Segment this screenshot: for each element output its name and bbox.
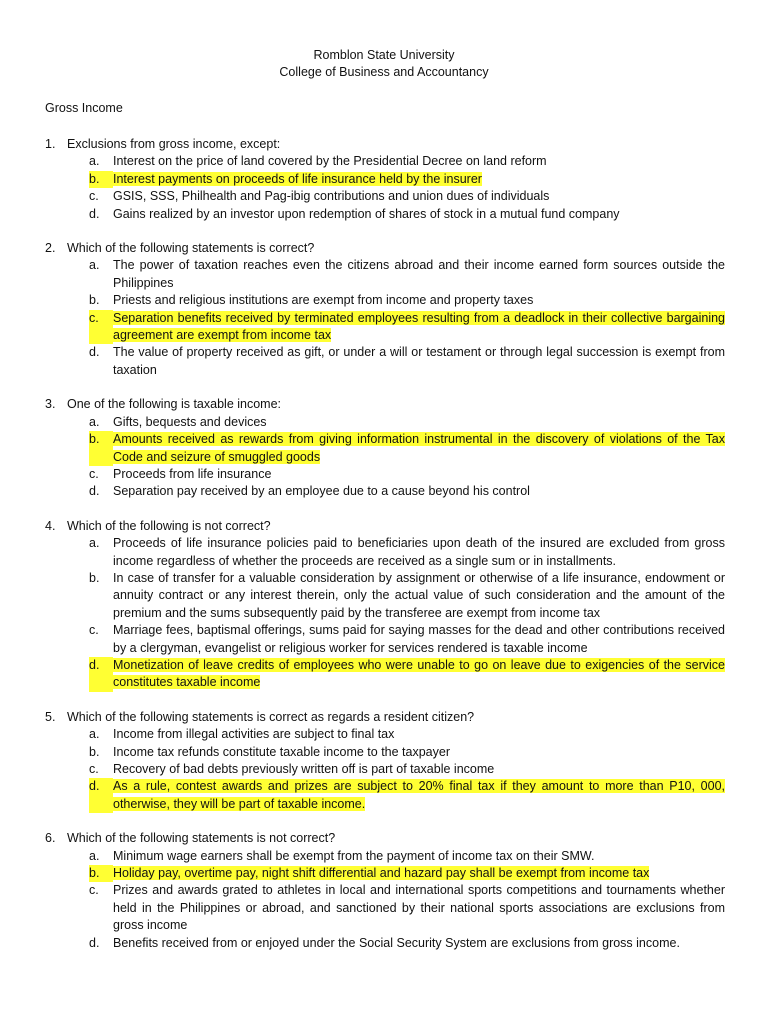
- choice: [89, 622, 725, 657]
- choice-letter: a.: [89, 258, 100, 273]
- choice-letter: c.: [89, 189, 99, 204]
- choice: [89, 882, 725, 934]
- choice-text: Gains realized by an investor upon redemption of shares of stock in a mutual fund company: [113, 206, 620, 221]
- question-text: Which of the following statements is correct as regards a resident citizen?: [67, 709, 475, 724]
- choice: [89, 153, 725, 170]
- choice-text: Interest on the price of land covered by the Presidential Decree on land reform: [113, 154, 547, 169]
- question-number: 1.: [45, 137, 56, 151]
- choice-list: [89, 414, 725, 501]
- choice: [89, 344, 725, 379]
- choice-text: [113, 657, 725, 692]
- choice-letter: b.: [89, 171, 113, 188]
- choice: [89, 206, 725, 223]
- choice-letter: a.: [89, 414, 100, 429]
- choice-highlighted-answer: [89, 310, 725, 345]
- choice-text: Marriage fees, baptismal offerings, sums paid for saying masses for the dead and other contributions received by a clergyman, evangelist or religious worker for services rendered is taxable income: [113, 623, 725, 655]
- question-stem: [45, 518, 725, 535]
- choice-letter: a.: [89, 727, 100, 742]
- choice-letter: d.: [89, 345, 100, 360]
- document-header: [0, 47, 768, 81]
- question-number: 3.: [45, 397, 56, 412]
- choice-letter: b.: [89, 865, 113, 882]
- choice: [89, 257, 725, 292]
- choice-letter: d.: [89, 206, 100, 221]
- choice: [89, 483, 725, 500]
- choice-text: GSIS, SSS, Philhealth and Pag-ibig contributions and union dues of individuals: [113, 189, 550, 204]
- choice-letter: a.: [89, 848, 100, 863]
- choice-highlighted-answer: [89, 431, 725, 466]
- choice-list: [89, 153, 725, 223]
- choice-letter: b.: [89, 570, 100, 585]
- university-name: Romblon State University: [313, 48, 455, 62]
- question-6: [45, 830, 725, 952]
- choice-text: [113, 865, 725, 882]
- choice-letter: d.: [89, 935, 100, 950]
- choice-highlighted-answer: [89, 171, 725, 188]
- question-stem: [45, 830, 725, 847]
- question-2: [45, 240, 725, 379]
- choice-text: Separation pay received by an employee due to a cause beyond his control: [113, 484, 530, 499]
- choice-highlighted-answer: [89, 778, 725, 813]
- choice-letter: a.: [89, 536, 100, 551]
- question-4: [45, 518, 725, 692]
- choice-text: Proceeds of life insurance policies paid to beneficiaries upon death of the insured are excluded from gross income regardless of whether the proceeds are received as a single sum or in installments.: [113, 536, 725, 568]
- choice: [89, 726, 725, 743]
- choice-letter: b.: [89, 293, 100, 308]
- question-3: [45, 396, 725, 500]
- choice-text: Income from illegal activities are subject to final tax: [113, 727, 395, 742]
- choice: [89, 935, 725, 952]
- choice-text: Minimum wage earners shall be exempt from the payment of income tax on their SMW.: [113, 848, 595, 863]
- question-text: Which of the following statements is not correct?: [67, 831, 336, 846]
- choice-highlighted-answer: [89, 865, 725, 882]
- choice-letter: c.: [89, 466, 99, 481]
- choice-list: [89, 726, 725, 813]
- college-name: College of Business and Accountancy: [279, 65, 489, 79]
- choice: [89, 744, 725, 761]
- choice-text: Priests and religious institutions are exempt from income and property taxes: [113, 293, 534, 308]
- choice-text: [113, 431, 725, 466]
- highlight-mark: Monetization of leave credits of employees who were unable to go on leave due to exigencies of the service constitutes taxable income: [113, 657, 725, 690]
- question-text: Which of the following statements is correct?: [67, 241, 315, 256]
- choice-letter: c.: [89, 623, 99, 638]
- question-number: 4.: [45, 518, 56, 533]
- choice-text: The value of property received as gift, or under a will or testament or through legal succession is exempt from taxation: [113, 345, 725, 377]
- question-text: Exclusions from gross income, except:: [67, 137, 281, 151]
- choice-text: Benefits received from or enjoyed under the Social Security System are exclusions from gross income.: [113, 935, 680, 950]
- choice-letter: d.: [89, 657, 113, 692]
- section-title: Gross Income: [45, 101, 123, 115]
- choice-letter: d.: [89, 778, 113, 813]
- highlight-mark: As a rule, contest awards and prizes are subject to 20% final tax if they amount to more than P10, 000, otherwise, they will be part of taxable income.: [113, 779, 725, 811]
- choice: [89, 292, 725, 309]
- choice: [89, 188, 725, 205]
- question-stem: [45, 240, 725, 257]
- question-stem: [45, 396, 725, 413]
- choice-letter: c.: [89, 762, 99, 776]
- question-stem: [45, 709, 725, 726]
- choice: [89, 761, 725, 778]
- choice-list: [89, 535, 725, 692]
- question-number: 2.: [45, 241, 56, 256]
- question-number: 6.: [45, 831, 56, 846]
- choice-text: [113, 171, 725, 188]
- choice: [89, 414, 725, 431]
- question-stem: [45, 136, 725, 153]
- choice: [89, 570, 725, 622]
- choice-letter: c.: [89, 310, 113, 345]
- choice: [89, 466, 725, 483]
- question-text: Which of the following is not correct?: [67, 518, 271, 533]
- highlight-mark: Amounts received as rewards from giving information instrumental in the discovery of violations of the Tax Code and seizure of smuggled goods: [113, 432, 725, 464]
- choice-text: In case of transfer for a valuable consideration by assignment or otherwise of a life insurance, endowment or annuity contract or any interest therein, only the actual value of such consideration and the amount of the premium and the sums subsequently paid by the transferee are exempt from income tax: [113, 570, 725, 620]
- question-list: [45, 136, 725, 969]
- choice-letter: b.: [89, 431, 113, 466]
- choice-text: Prizes and awards grated to athletes in local and international sports competitions and tournaments whether held in the Philippines or abroad, and sanctioned by their national sports associations are exclusions from gross income: [113, 883, 725, 933]
- choice-text: Income tax refunds constitute taxable income to the taxpayer: [113, 744, 450, 759]
- question-text: One of the following is taxable income:: [67, 397, 282, 412]
- highlight-mark: Interest payments on proceeds of life insurance held by the insurer: [113, 171, 482, 186]
- question-1: [45, 136, 725, 223]
- highlight-mark: Holiday pay, overtime pay, night shift differential and hazard pay shall be exempt from income tax: [113, 866, 650, 881]
- choice: [89, 535, 725, 570]
- choice-list: [89, 848, 725, 952]
- highlight-mark: Separation benefits received by terminated employees resulting from a deadlock in their collective bargaining agreement are exempt from income tax: [113, 310, 725, 343]
- question-number: 5.: [45, 709, 56, 724]
- choice-text: [113, 310, 725, 345]
- choice-letter: c.: [89, 883, 99, 898]
- choice: [89, 848, 725, 865]
- choice-text: [113, 778, 725, 813]
- question-5: [45, 709, 725, 813]
- choice-text: Gifts, bequests and devices: [113, 414, 267, 429]
- choice-text: Recovery of bad debts previously written off is part of taxable income: [113, 762, 495, 776]
- choice-text: The power of taxation reaches even the citizens abroad and their income earned form sources outside the Philippines: [113, 258, 725, 290]
- choice-text: Proceeds from life insurance: [113, 466, 272, 481]
- choice-letter: a.: [89, 154, 100, 169]
- choice-letter: d.: [89, 484, 100, 499]
- choice-letter: b.: [89, 744, 100, 759]
- choice-list: [89, 257, 725, 379]
- choice-highlighted-answer: [89, 657, 725, 692]
